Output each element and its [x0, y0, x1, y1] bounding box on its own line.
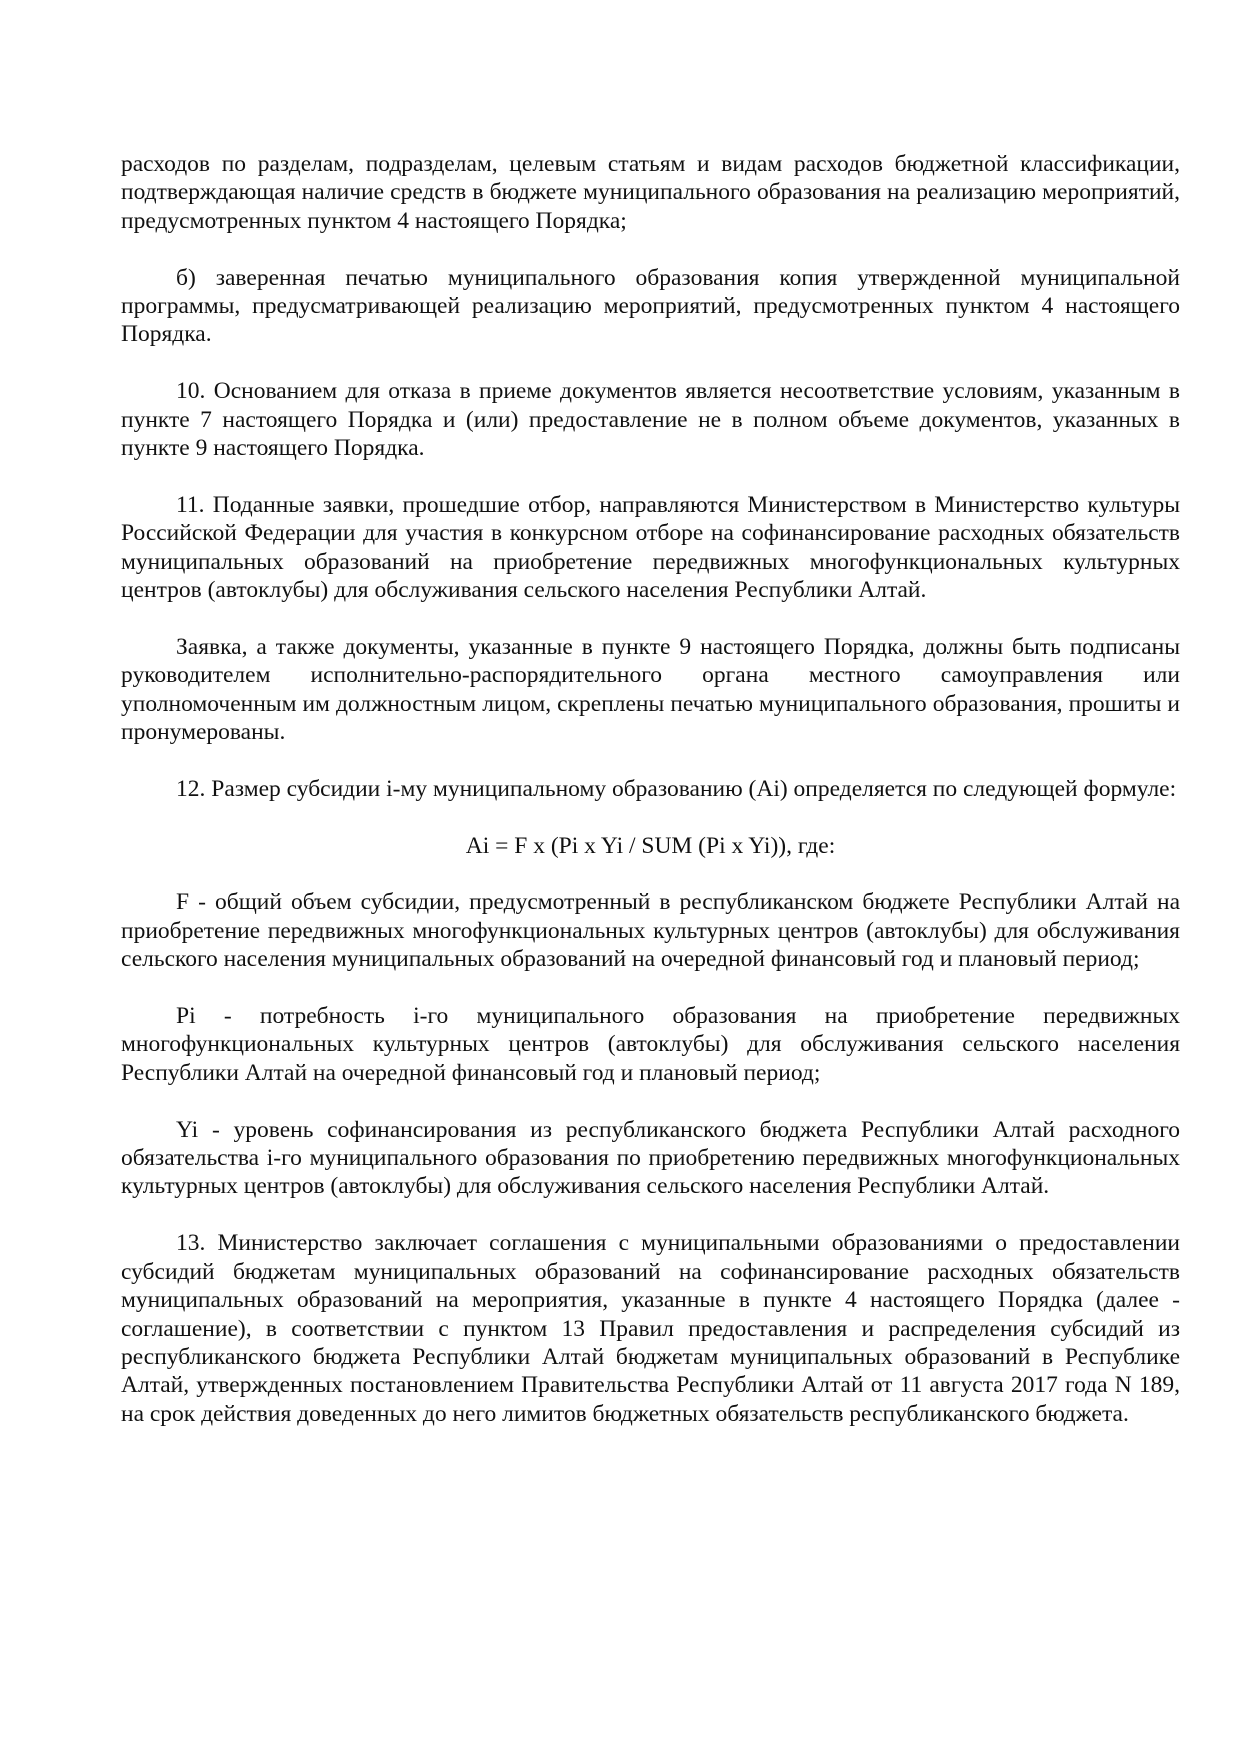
definition-pi: Pi - потребность i-го муниципального образования на приобретение передвижных многофункциональных культурных центров (автоклубы) для обслуживания сельского населения Республики Алтай на очередной финансовый год и плановый период;: [121, 1003, 1180, 1086]
definition-yi: Yi - уровень софинансирования из республиканского бюджета Республики Алтай расходного обязательства i-го муниципального образования по приобретению передвижных многофункциональных культурных центров (автоклубы) для обслуживания сельского населения Республики Алтай.: [121, 1116, 1180, 1200]
document-page: [121, 150, 1180, 1457]
paragraph-item-b: б) заверенная печатью муниципального образования копия утвержденной муниципальной программы, предусматривающей реализацию мероприятий, предусмотренных пунктом 4 настоящего Порядка.: [121, 264, 1180, 348]
paragraph-clause-11-signing: Заявка, а также документы, указанные в пункте 9 настоящего Порядка, должны быть подписаны руководителем исполнительно-распорядительного органа местного самоуправления или уполномоченным им должностным лицом, скреплены печатью муниципального образования, прошиты и пронумерованы.: [121, 633, 1180, 746]
paragraph-continuation: расходов по разделам, подразделам, целевым статьям и видам расходов бюджетной классификации, подтверждающая наличие средств в бюджете муниципального образования на реализацию мероприятий, предусмотренных пунктом 4 настоящего Порядка;: [121, 151, 1180, 234]
paragraph-clause-12: 12. Размер субсидии i-му муниципальному образованию (Ai) определяется по следующей формуле:: [176, 775, 1177, 802]
subsidy-formula: Ai = F x (Pi x Yi / SUM (Pi x Yi)), где:: [465, 832, 836, 859]
paragraph-clause-11: 11. Поданные заявки, прошедшие отбор, направляются Министерством в Министерство культуры Российской Федерации для участия в конкурсном отборе на софинансирование расходных обязательств муниципальных образований на приобретение передвижных многофункциональных культурных центров (автоклубы) для обслуживания сельского населения Республики Алтай.: [121, 491, 1180, 604]
paragraph-clause-10: 10. Основанием для отказа в приеме документов является несоответствие условиям, указанным в пункте 7 настоящего Порядка и (или) предоставление не в полном объеме документов, указанных в пункте 9 настоящего Порядка.: [121, 378, 1180, 462]
definition-f: F - общий объем субсидии, предусмотренный в республиканском бюджете Республики Алтай на приобретение передвижных многофункциональных культурных центров (автоклубы) для обслуживания сельского населения муниципальных образований на очередной финансовый год и плановый период;: [121, 889, 1180, 973]
paragraph-clause-13: 13. Министерство заключает соглашения с муниципальными образованиями о предоставлении субсидий бюджетам муниципальных образований на софинансирование расходных обязательств муниципальных образований на мероприятия, указанные в пункте 4 настоящего Порядка (далее - соглашение), в соответствии с пунктом 13 Правил предоставления и распределения субсидий из республиканского бюджета Республики Алтай бюджетам муниципальных образований в Республике Алтай, утвержденных постановлением Правительства Республики Алтай от 11 августа 2017 года N 189, на срок действия доведенных до него лимитов бюджетных обязательств республиканского бюджета.: [121, 1230, 1180, 1427]
